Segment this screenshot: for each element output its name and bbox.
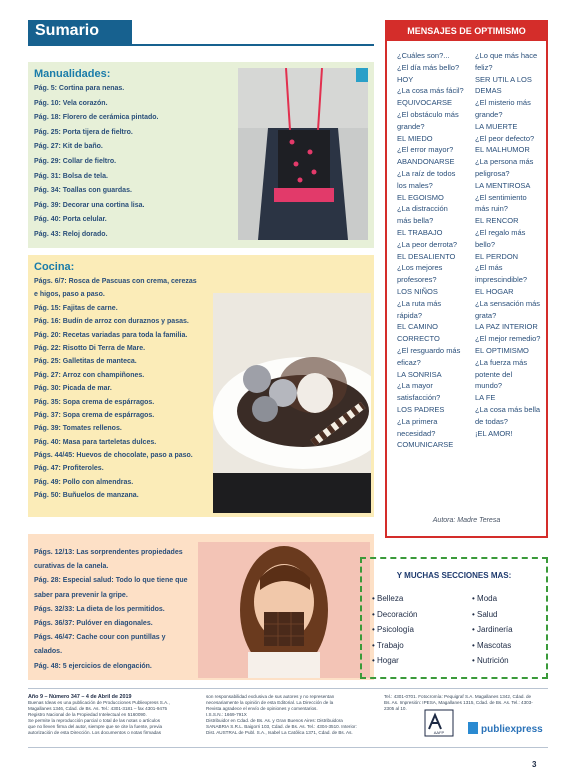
list-item: de todas? [475, 416, 508, 426]
list-item: grande? [475, 109, 503, 119]
list-item: Pág. 31: Bolsa de tela. [34, 172, 108, 180]
list-item: EL HOGAR [475, 286, 514, 296]
colophon-line: son responsabilidad exclusiva de sus autores y no representan [206, 694, 335, 699]
cocina-list [34, 275, 197, 503]
list-item: • Trabajo [372, 640, 404, 650]
list-item: ¡EL AMOR! [475, 428, 513, 438]
list-item: Pág. 50: Buñuelos de manzana. [34, 492, 139, 500]
list-item: EL PERDON [475, 251, 519, 261]
colophon-line: Dist. AUSTRAL de Publ. S.A., Isabel La Católica 1371, Cdad. de Bs. As. [206, 730, 353, 735]
list-item: SER UTIL A LOS [475, 74, 532, 84]
colophon-line: autorización de esta Dirección. Los documentos o notas firmadas [28, 730, 162, 735]
list-item: HOY [397, 74, 414, 84]
list-item: Pág. 43: Reloj dorado. [34, 230, 108, 238]
list-item: ABANDONARSE [397, 157, 455, 167]
list-item: saber para prevenir la gripe. [34, 591, 128, 599]
list-item: EL EGOISMO [397, 192, 444, 202]
list-item: eficaz? [397, 357, 421, 367]
list-item: Pág. 40: Porta celular. [34, 216, 107, 224]
list-item: necesidad? [397, 428, 436, 438]
colophon-column-1 [28, 694, 200, 736]
list-item: • Belleza [372, 594, 404, 603]
list-item: • Decoración [372, 609, 418, 619]
list-item: LA FE [475, 393, 496, 403]
list-item: Pág. 25: Galletitas de manteca. [34, 358, 137, 366]
list-item: peligrosa? [475, 168, 510, 178]
salud-list [34, 546, 188, 674]
list-item: Pág. 29: Collar de fieltro. [34, 157, 117, 165]
title-divider [28, 44, 374, 46]
list-item: • Salud [472, 609, 498, 619]
list-item: Pág. 47: Profiteroles. [34, 465, 104, 473]
list-item: Pág. 30: Picada de mar. [34, 385, 112, 393]
list-item: ¿La distracción [397, 204, 448, 214]
list-item: ¿El resguardo más [397, 345, 461, 355]
list-item: ¿El peor defecto? [475, 133, 535, 143]
chocolate-eggs-photo [213, 293, 371, 513]
list-item: EL TRABAJO [397, 227, 443, 237]
list-item: ¿La mayor [397, 381, 433, 391]
list-item: los males? [397, 180, 433, 190]
list-item: Pág. 16: Budín de arroz con duraznos y pasas. [34, 318, 189, 326]
list-item: ¿Cuáles son?... [397, 51, 450, 60]
list-item: grande? [397, 121, 425, 131]
list-item: bello? [475, 239, 496, 249]
list-item: ¿El error mayor? [397, 145, 454, 155]
optimismo-heading: MENSAJES DE OPTIMISMO [387, 22, 546, 41]
list-item: • Mascotas [472, 640, 512, 650]
list-item: Pág. 40: Masa para tarteletas dulces. [34, 438, 157, 446]
list-item: mundo? [475, 381, 503, 391]
salud-section [28, 534, 374, 680]
publiexpress-logo-text: publiexpress [481, 724, 543, 735]
list-item: ¿El sentimiento [475, 192, 527, 202]
list-item: e higos, paso a paso. [34, 291, 105, 299]
page-number: 3 [532, 760, 537, 769]
list-item: ¿La fuerza más [475, 357, 528, 367]
page-title: Sumario [35, 22, 100, 39]
colophon-line: Buenas Ideas es una publicación de Producciones Publiexpress S.A., [28, 700, 170, 705]
list-item: Pág. 10: Vela corazón. [34, 99, 108, 107]
publiexpress-logo [468, 719, 548, 737]
secciones-box [360, 557, 548, 679]
colophon-line: Registro Nacional de la Propiedad Intelectual en 5160090. [28, 712, 147, 717]
colophon-line: necesariamente la opinión de esta Editorial. La Dirección de la [206, 700, 334, 705]
list-item: ¿La cosa más bella [475, 404, 541, 414]
colophon-line: I.S.S.N.: 1669-791X [206, 712, 247, 717]
colophon-line: Distribuidor en Cdad. de Bs. As. y Gran Buenos Aires: Distribuidora [206, 718, 343, 723]
colophon-line: Bs. As. Impresión: IPESA, Magallanes 1315, Cdad. de Bs. As. Tel.: 4303- [384, 700, 533, 705]
list-item: Pág. 27: Kit de baño. [34, 143, 103, 151]
list-item: Pág. 39: Decorar una cortina lisa. [34, 201, 145, 209]
cocina-heading: Cocina: [34, 261, 75, 273]
aafp-logo-text: AAFP [433, 730, 445, 735]
colophon-line: que no lleven firma del autor, siempre que se cite la fuente, previa [28, 724, 163, 729]
optimismo-author: Autora: Madre Teresa [432, 517, 501, 524]
list-item: EL DESALIENTO [397, 251, 456, 261]
manualidades-section [28, 62, 374, 248]
list-item: profesores? [397, 275, 437, 285]
list-item: COMUNICARSE [397, 440, 454, 450]
list-item: potente del [475, 369, 513, 379]
secciones-heading: Y MUCHAS SECCIONES MAS: [396, 571, 512, 580]
list-item: feliz? [475, 62, 493, 72]
list-item: EL RENCOR [475, 216, 519, 226]
colophon-line: SANABRIA S.R.L. Baigorri 103, Cdad. de Bs. As. Tel.: 4304-3510. Interior: [206, 724, 357, 729]
list-item: ¿La primera [397, 416, 438, 426]
woman-chocolate-photo [198, 542, 370, 678]
list-item: Pág. 25: Porta tijera de fieltro. [34, 128, 133, 136]
list-item: ¿El obstáculo más [397, 109, 459, 119]
colophon-column-3 [384, 694, 548, 712]
list-item: rápida? [397, 310, 423, 320]
list-item: LA MENTIROSA [475, 180, 531, 190]
list-item: imprescindible? [475, 275, 528, 285]
list-item: EQUIVOCARSE [397, 98, 453, 108]
list-item: LA MUERTE [475, 121, 518, 131]
list-item: ¿El día más bello? [397, 62, 460, 72]
list-item: EL CAMINO [397, 322, 438, 332]
list-item: Pág. 20: Recetas variadas para toda la familia. [34, 331, 188, 339]
list-item: ¿Los mejores [397, 263, 443, 273]
list-item: ¿La raíz de todos [397, 168, 456, 178]
colophon-line: Magallanes 1346, Cdad. de Bs. As. Tel.: 4301-3181 – fax 4301-9475 [28, 706, 168, 711]
list-item: satisfacción? [397, 393, 441, 403]
list-item: DEMAS [475, 86, 502, 96]
list-item: • Moda [472, 594, 498, 603]
list-item: ¿Lo que más hace [475, 51, 538, 60]
list-item: ¿El regalo más [475, 227, 526, 237]
list-item: ¿La peor derrota? [397, 239, 458, 249]
list-item: Pág. 39: Tomates rellenos. [34, 425, 122, 433]
list-item: Pág. 22: Risotto Di Terra de Mare. [34, 344, 146, 352]
list-item: • Psicología [372, 625, 414, 634]
list-item: grata? [475, 310, 497, 320]
list-item: Págs. 6/7: Rosca de Pascuas con crema, cerezas [34, 278, 197, 285]
list-item: ¿La sensación más [475, 298, 541, 308]
list-item: LOS PADRES [397, 404, 445, 414]
list-item: Págs. 32/33: La dieta de los permitidos. [34, 605, 165, 613]
list-item: Pág. 35: Sopa crema de espárragos. [34, 398, 155, 406]
colophon-column-2 [206, 694, 378, 736]
list-item: calados. [34, 648, 63, 656]
colophon [28, 688, 548, 748]
colophon-line: Revista agradece el envío de opiniones y comentarios. [206, 706, 318, 711]
list-item: ¿La persona más [475, 157, 534, 167]
list-item: Págs. 46/47: Cache cour con puntillas y [34, 634, 166, 642]
list-item: ¿El misterio más [475, 98, 531, 108]
optimismo-column-1 [397, 50, 464, 451]
optimismo-column-2 [475, 50, 540, 439]
list-item: Págs. 12/13: Las sorprendentes propiedades [34, 549, 183, 556]
list-item: Pág. 5: Cortina para nenas. [34, 85, 125, 92]
list-item: LA SONRISA [397, 369, 442, 379]
list-item: más ruin? [475, 204, 508, 214]
list-item: EL OPTIMISMO [475, 345, 529, 355]
list-item: Págs. 36/37: Pulóver en diagonales. [34, 619, 153, 627]
cocina-section [28, 255, 374, 517]
list-item: EL MIEDO [397, 133, 433, 143]
list-item: Pág. 15: Fajitas de carne. [34, 304, 118, 312]
secciones-column-2 [472, 591, 513, 669]
list-item: más bella? [397, 216, 434, 226]
list-item: • Nutrición [472, 656, 509, 665]
aafp-logo [424, 709, 454, 737]
list-item: Pág. 34: Toallas con guardas. [34, 187, 132, 195]
list-item: LA PAZ INTERIOR [475, 322, 538, 332]
list-item: CORRECTO [397, 334, 440, 344]
secciones-column-1 [372, 591, 418, 669]
issue-info: Año 9 – Número 347 – 4 de Abril de 2019 [28, 694, 132, 700]
colophon-line: Tel.: 4301-0701. Fotocromía: Pequigraf S.A. Magallanes 1342, Cdad. de [384, 694, 532, 699]
list-item: ¿El más [475, 263, 503, 273]
list-item: Pág. 28: Especial salud: Todo lo que tiene que [34, 577, 188, 585]
colophon-line: Se permite la reproducción parcial o total de las notas o artículos [28, 718, 161, 723]
list-item: ¿La ruta más [397, 298, 442, 308]
list-item: Págs. 44/45: Huevos de chocolate, paso a paso. [34, 452, 193, 460]
list-item: Pág. 48: 5 ejercicios de elongación. [34, 662, 152, 670]
list-item: Pág. 18: Florero de cerámica pintado. [34, 114, 159, 122]
list-item: ¿La cosa más fácil? [397, 86, 464, 96]
page-title-bar [28, 20, 132, 44]
list-item: • Jardinería [472, 625, 513, 634]
optimismo-box [385, 20, 548, 538]
list-item: EL MALHUMOR [475, 145, 530, 155]
colophon-line: 2305 al 10. [384, 706, 407, 711]
list-item: Pág. 37: Sopa crema de espárragos. [34, 411, 155, 419]
manualidades-list [34, 82, 158, 243]
list-item: Pág. 49: Pollo con almendras. [34, 478, 134, 486]
list-item: • Hogar [372, 656, 399, 665]
list-item: Pág. 27: Arroz con champiñones. [34, 371, 145, 379]
list-item: ¿El mejor remedio? [475, 334, 541, 344]
manualidades-heading: Manualidades: [34, 68, 111, 80]
list-item: curativas de la canela. [34, 563, 109, 571]
bag-photo [238, 68, 368, 240]
list-item: LOS NIÑOS [397, 286, 438, 296]
